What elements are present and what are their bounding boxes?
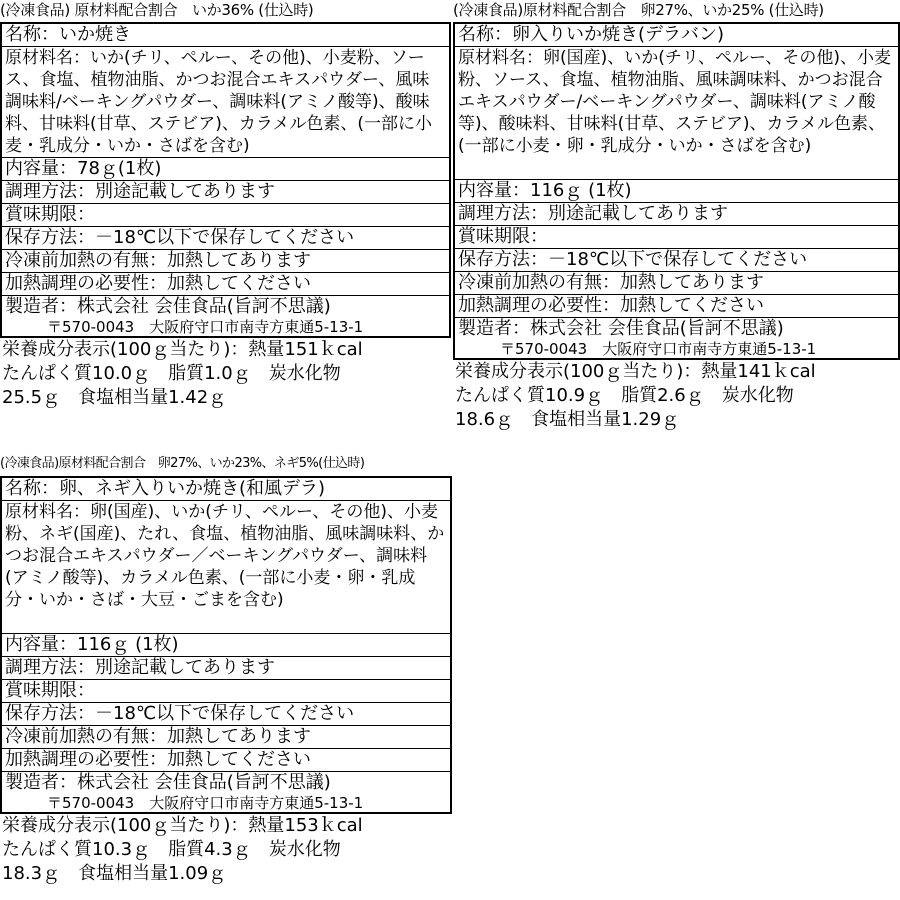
ingredients-row	[2, 46, 449, 157]
best-before-label: 賞味期限：	[5, 680, 95, 701]
preheat-value: 加熱してあります	[620, 272, 764, 293]
cooking-label: 調理方法：	[5, 657, 95, 678]
label-header: (冷凍食品) 原材料配合割合 いか36% (仕込時)	[0, 1, 314, 19]
cooking-row	[455, 202, 898, 225]
cooking-row	[2, 180, 449, 203]
cooking-label: 調理方法：	[5, 181, 95, 202]
label-table	[0, 476, 452, 814]
contents-value: 116ｇ (1枚)	[77, 634, 179, 655]
heating-label: 加熱調理の必要性：	[5, 749, 167, 770]
nutrition-facts	[0, 338, 451, 410]
maker-address: 〒570-0043 大阪府守口市南寺方東通5-13-1	[47, 794, 364, 812]
cooking-value: 別途記載してあります	[95, 181, 275, 202]
name-label: 名称：	[5, 24, 59, 45]
nutrition-facts	[0, 814, 452, 886]
storage-label: 保存方法：	[458, 249, 548, 270]
maker-row	[2, 295, 449, 336]
name-row	[2, 24, 449, 46]
ingredients-row	[2, 500, 450, 633]
heating-row	[455, 294, 898, 317]
contents-value: 78ｇ(1枚)	[77, 158, 162, 179]
storage-value: －18℃以下で保存してください	[95, 703, 355, 724]
label-header: (冷凍食品)原材料配合割合 卵27%、いか25% (仕込時)	[453, 1, 824, 19]
name-value: いか焼き	[59, 24, 131, 45]
best-before-row	[2, 679, 450, 702]
contents-row	[2, 157, 449, 180]
heating-value: 加熱してください	[167, 749, 311, 770]
storage-row	[2, 702, 450, 725]
storage-value: －18℃以下で保存してください	[95, 227, 355, 248]
ingredients-label: 原材料名：	[458, 48, 543, 68]
ingredients-value: 卵(国産)、いか(チリ、ペルー、その他)、小麦粉、ソース、食塩、植物油脂、風味調味料、かつお混合エキスパウダー/ベーキングパウダー、調味料(アミノ酸等)、酸味料、甘味料(甘草、ステビア)、カラメル色素、(一部に小麦・卵・乳成分・いか・さばを含む)	[458, 48, 891, 156]
label-table	[453, 22, 900, 360]
nutrition-facts	[453, 360, 900, 432]
maker-value: 株式会社 会佳食品(旨訶不思議)	[77, 296, 331, 317]
name-label: 名称：	[458, 24, 512, 45]
ingredients-value: 卵(国産)、いか(チリ、ペルー、その他)、小麦粉、ネギ(国産)、たれ、食塩、植物油脂、風味調味料、かつお混合エキスパウダー／ベーキングパウダー、調味料(アミノ酸等)、カラメル色素、(一部に小麦・卵・乳成分・いか・さば・大豆・ごまを含む)	[5, 502, 445, 610]
nutrition-line-1: 栄養成分表示(100ｇ当たり)：熱量141ｋcal	[455, 361, 816, 382]
storage-label: 保存方法：	[5, 227, 95, 248]
nutrition-line-1: 栄養成分表示(100ｇ当たり)：熱量153ｋcal	[2, 815, 363, 836]
best-before-row	[455, 225, 898, 248]
maker-label: 製造者：	[458, 318, 530, 339]
storage-label: 保存方法：	[5, 703, 95, 724]
name-row	[455, 24, 898, 46]
nutrition-line-2: たんぱく質10.3ｇ 脂質4.3ｇ 炭水化物	[2, 839, 341, 860]
name-value: 卵入りいか焼き(デラバン)	[512, 24, 725, 45]
food-label-derabun	[453, 0, 900, 432]
best-before-label: 賞味期限：	[5, 204, 95, 225]
contents-row	[2, 633, 450, 656]
cooking-label: 調理方法：	[458, 203, 548, 224]
best-before-label: 賞味期限：	[458, 226, 548, 247]
maker-address: 〒570-0043 大阪府守口市南寺方東通5-13-1	[47, 318, 364, 336]
maker-label: 製造者：	[5, 296, 77, 317]
maker-row	[455, 317, 898, 358]
name-label: 名称：	[5, 478, 59, 499]
heating-row	[2, 748, 450, 771]
nutrition-line-1: 栄養成分表示(100ｇ当たり)：熱量151ｋcal	[2, 339, 363, 360]
heating-row	[2, 272, 449, 295]
storage-row	[455, 248, 898, 271]
maker-row	[2, 771, 450, 812]
preheat-label: 冷凍前加熱の有無：	[5, 250, 167, 271]
label-header: (冷凍食品)原材料配合割合 卵27%、いか23%、ネギ5%(仕込時)	[0, 456, 365, 471]
ingredients-label: 原材料名：	[5, 502, 90, 522]
cooking-value: 別途記載してあります	[95, 657, 275, 678]
name-row	[2, 478, 450, 500]
maker-address: 〒570-0043 大阪府守口市南寺方東通5-13-1	[500, 340, 817, 358]
heating-value: 加熱してください	[167, 273, 311, 294]
food-label-wafu-dera	[0, 454, 452, 886]
contents-label: 内容量：	[5, 158, 77, 179]
maker-value: 株式会社 会佳食品(旨訶不思議)	[530, 318, 784, 339]
storage-value: －18℃以下で保存してください	[548, 249, 808, 270]
ingredients-label: 原材料名：	[5, 48, 90, 68]
cooking-value: 別途記載してあります	[548, 203, 728, 224]
preheat-row	[2, 725, 450, 748]
nutrition-line-2: たんぱく質10.0ｇ 脂質1.0ｇ 炭水化物	[2, 363, 341, 384]
nutrition-line-3: 18.6ｇ 食塩相当量1.29ｇ	[455, 409, 680, 430]
heating-value: 加熱してください	[620, 295, 764, 316]
label-table	[0, 22, 451, 338]
food-label-ika-yaki	[0, 0, 451, 410]
contents-row	[455, 179, 898, 202]
preheat-row	[455, 271, 898, 294]
storage-row	[2, 226, 449, 249]
preheat-value: 加熱してあります	[167, 250, 311, 271]
maker-label: 製造者：	[5, 772, 77, 793]
heating-label: 加熱調理の必要性：	[5, 273, 167, 294]
nutrition-line-3: 25.5ｇ 食塩相当量1.42ｇ	[2, 387, 227, 408]
name-value: 卵、ネギ入りいか焼き(和風デラ)	[59, 478, 326, 499]
cooking-row	[2, 656, 450, 679]
contents-label: 内容量：	[458, 180, 530, 201]
ingredients-row	[455, 46, 898, 179]
contents-label: 内容量：	[5, 634, 77, 655]
contents-value: 116ｇ (1枚)	[530, 180, 632, 201]
preheat-label: 冷凍前加熱の有無：	[5, 726, 167, 747]
best-before-row	[2, 203, 449, 226]
preheat-row	[2, 249, 449, 272]
nutrition-line-2: たんぱく質10.9ｇ 脂質2.6ｇ 炭水化物	[455, 385, 794, 406]
preheat-value: 加熱してあります	[167, 726, 311, 747]
nutrition-line-3: 18.3ｇ 食塩相当量1.09ｇ	[2, 863, 227, 884]
ingredients-value: いか(チリ、ペルー、その他)、小麦粉、ソース、食塩、植物油脂、かつお混合エキスパウダー、風味調味料/ベーキングパウダー、調味料(アミノ酸等)、酸味料、甘味料(甘草、ステビア)、カラメル色素、(一部に小麦・乳成分・いか・さばを含む)	[5, 48, 433, 156]
heating-label: 加熱調理の必要性：	[458, 295, 620, 316]
preheat-label: 冷凍前加熱の有無：	[458, 272, 620, 293]
maker-value: 株式会社 会佳食品(旨訶不思議)	[77, 772, 331, 793]
